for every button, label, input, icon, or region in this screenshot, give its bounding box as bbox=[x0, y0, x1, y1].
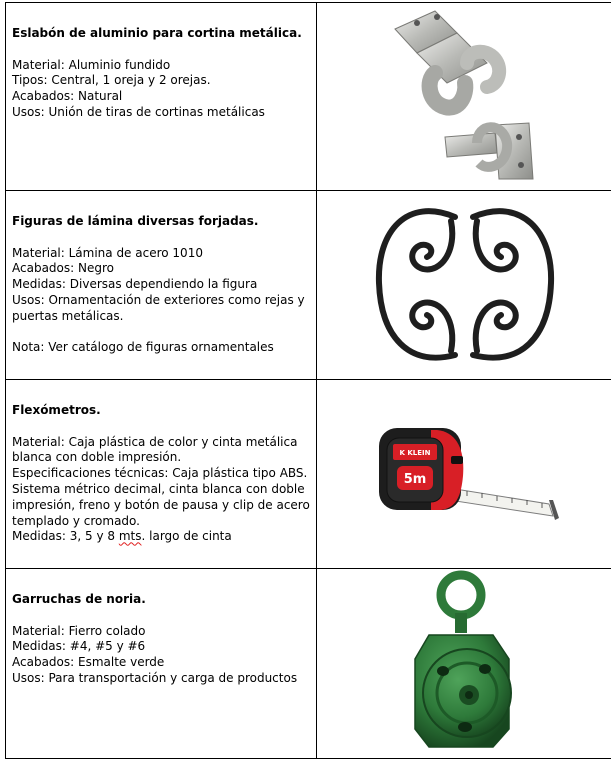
product-image-cell bbox=[317, 569, 611, 759]
table-row bbox=[6, 569, 611, 759]
product-uses: Usos: Ornamentación de exteriores como rejas y puertas metálicas. bbox=[12, 292, 305, 323]
aluminum-link-image bbox=[317, 3, 611, 191]
product-finish: Acabados: Natural bbox=[12, 89, 123, 104]
product-finish: Acabados: Negro bbox=[12, 261, 114, 276]
product-title: Eslabón de aluminio para cortina metálica. bbox=[12, 26, 302, 40]
product-material: Material: Lámina de acero 1010 bbox=[12, 245, 203, 260]
product-measures: Medidas: Diversas dependiendo la figura bbox=[12, 277, 258, 292]
product-description-cell bbox=[6, 380, 317, 569]
product-measures: Medidas: #4, #5 y #6 bbox=[12, 639, 146, 654]
product-material: Material: Fierro colado bbox=[12, 623, 146, 638]
product-description-cell bbox=[6, 191, 317, 380]
tape-size-label: 5m bbox=[403, 472, 427, 487]
product-image-cell bbox=[317, 380, 611, 569]
product-note: Nota: Ver catálogo de figuras ornamentales bbox=[12, 340, 274, 355]
table-row bbox=[6, 3, 611, 191]
product-types: Tipos: Central, 1 oreja y 2 orejas. bbox=[12, 73, 211, 88]
product-specifications: Especificaciones técnicas: Caja plástica tipo ABS. Sistema métrico decimal, cinta blanca con doble impresión, freno y botón de pausa y clip de acero templado y cromado. bbox=[12, 466, 310, 528]
product-image-cell bbox=[317, 191, 611, 380]
product-title: Garruchas de noria. bbox=[12, 592, 146, 606]
spellcheck-underlined-word: mts bbox=[118, 529, 142, 544]
table-row bbox=[6, 380, 611, 569]
product-material: Material: Caja plástica de color y cinta metálica blanca con doble impresión. bbox=[12, 434, 298, 465]
product-title: Figuras de lámina diversas forjadas. bbox=[12, 214, 259, 228]
product-uses: Usos: Para transportación y carga de productos bbox=[12, 670, 298, 685]
green-pulley-image bbox=[317, 569, 611, 759]
tape-brand-label: K KLEIN bbox=[399, 449, 431, 457]
forged-scroll-figure-image bbox=[317, 191, 611, 380]
product-title: Flexómetros. bbox=[12, 403, 101, 417]
product-material: Material: Aluminio fundido bbox=[12, 57, 171, 72]
product-finish: Acabados: Esmalte verde bbox=[12, 655, 165, 670]
table-row bbox=[6, 191, 611, 380]
product-description-cell bbox=[6, 569, 317, 759]
product-uses: Usos: Unión de tiras de cortinas metálicas bbox=[12, 104, 265, 119]
product-image-cell bbox=[317, 3, 611, 191]
product-measures: Medidas: 3, 5 y 8 mts. largo de cinta bbox=[12, 529, 232, 544]
product-description-cell bbox=[6, 3, 317, 191]
product-catalog-table bbox=[5, 2, 611, 759]
tape-measure-image bbox=[317, 380, 611, 569]
